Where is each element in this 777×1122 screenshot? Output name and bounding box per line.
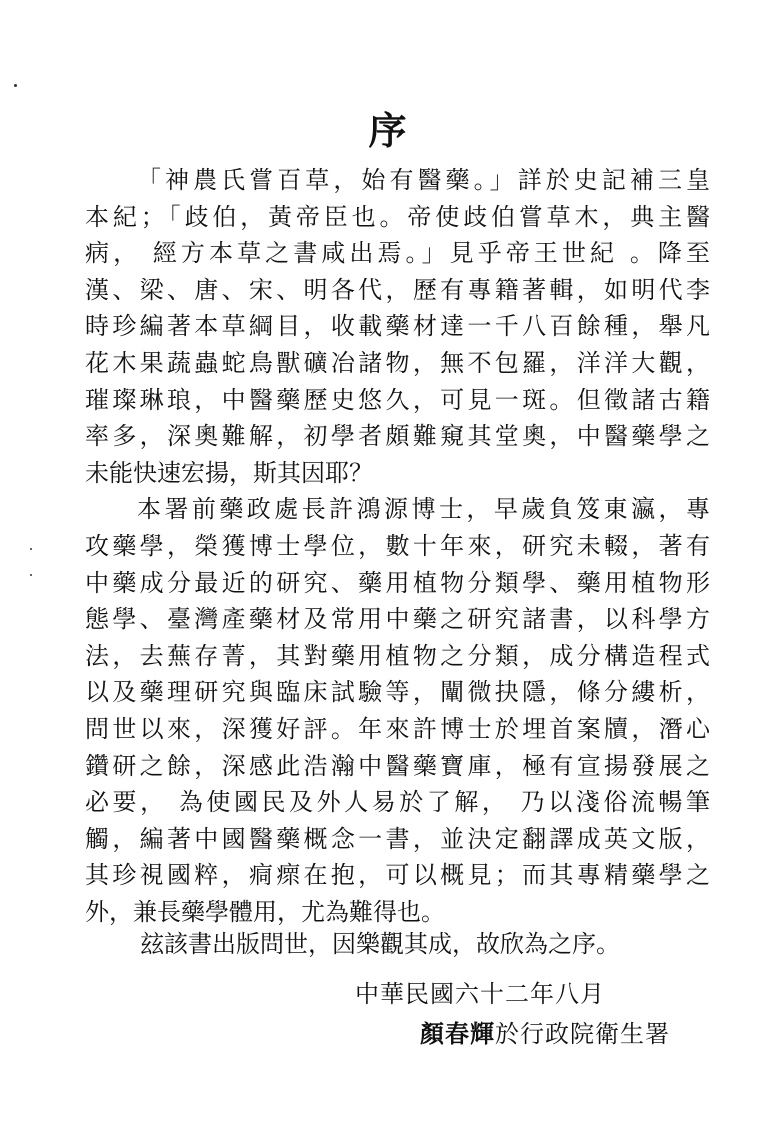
text-line: 時珍編著本草綱目，收載藥材達一千八百餘種，舉凡 [85, 312, 710, 341]
text-line: 鑽研之餘，深感此浩瀚中醫藥寶庫，極有宣揚發展之 [85, 751, 710, 780]
text-line: 花木果蔬蟲蛇鳥獸礦冶諸物，無不包羅，洋洋大觀， [85, 348, 710, 377]
text-line: 必要， 為使國民及外人易於了解， 乃以淺俗流暢筆 [85, 788, 710, 817]
preface-body [85, 162, 710, 930]
text-line: 法，去蕪存菁，其對藥用植物之分類，成分構造程式 [85, 641, 710, 670]
text-line: 病， 經方本草之書咸出焉。」見乎帝王世紀 。降至 [85, 239, 710, 268]
signature [420, 1014, 670, 1049]
date-line: 中華民國六十二年八月 [355, 980, 605, 1008]
scan-speck [14, 84, 17, 87]
text-line: 中藥成分最近的研究、藥用植物分類學、藥用植物形 [85, 568, 710, 597]
text-line: 以及藥理研究與臨床試驗等，闡微抉隱，條分縷析， [85, 678, 710, 707]
scan-speck [30, 548, 32, 550]
text-line: 漢、梁、唐、宋、明各代，歷有專籍著輯，如明代李 [85, 275, 710, 304]
scan-speck [30, 574, 32, 576]
text-line: 璀璨琳琅，中醫藥歷史悠久，可見一斑。但徵諸古籍 [85, 385, 710, 414]
text-line: 「神農氏嘗百草，始有醫藥。」詳於史記補三皇 [137, 166, 710, 194]
text-line: 本紀；「歧伯，黃帝臣也。帝使歧伯嘗草木，典主醫 [85, 202, 710, 231]
signer-name: 顏春輝 [420, 1019, 495, 1048]
text-line: 外，兼長藥學體用，尤為難得也。 [85, 897, 445, 926]
text-line: 率多，深奧難解，初學者頗難窺其堂奧，中醫藥學之 [85, 422, 710, 451]
text-line: 觸，編著中國醫藥概念一書，並決定翻譯成英文版， [85, 824, 710, 853]
text-line: 未能快速宏揚，斯其因耶？ [85, 458, 373, 487]
page-title: 序 [368, 108, 409, 153]
text-line: 問世以來，深獲好評。年來許博士於埋首案牘，潛心 [85, 714, 710, 743]
text-line: 本署前藥政處長許鴻源博士，早歲負笈東瀛，專 [137, 495, 710, 524]
text-line: 其珍視國粹，痌瘝在抱，可以概見；而其專精藥學之 [85, 861, 710, 890]
text-line: 態學、臺灣產藥材及常用中藥之研究諸書，以科學方 [85, 605, 710, 634]
signer-affiliation: 於行政院衛生署 [495, 1020, 670, 1048]
closing-line: 玆該書出版問世，因樂觀其成，故欣為之序。 [140, 930, 620, 958]
text-line: 攻藥學，榮獲博士學位，數十年來，研究未輟，著有 [85, 531, 710, 560]
